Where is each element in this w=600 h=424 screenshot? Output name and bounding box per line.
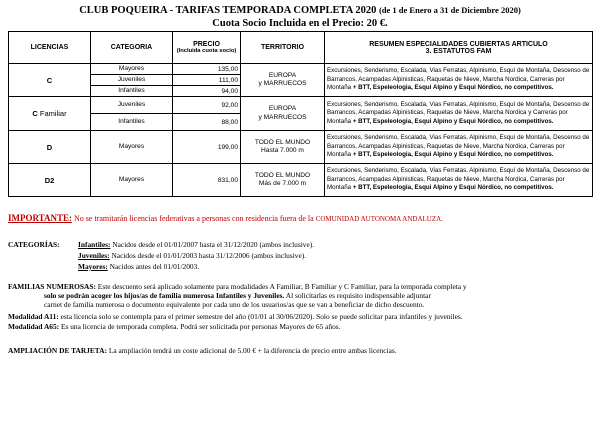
resumen-text: Excursiones, Senderismo, Escalada, Vias Ferratas, Alpinismo, Esquí de Montaña, Descenso de Barrancos, Acampadas Alpinisticas, Raquetas de Nieve, Marcha Nordica y Carreras por Montaña <box>327 100 590 125</box>
resumen-text: Excursiones, Senderismo, Escalada, Vias Ferratas, Alpinismo, Esquí de Montaña, Descenso de Barrancos, Acampadas Alpinisticas, Raquetas de Nieve, Marcha Nordica, Carreras por Montaña <box>327 167 590 192</box>
territorio-line1: EUROPA <box>268 71 297 79</box>
table-row <box>9 64 593 75</box>
territorio-line2: Hasta 7.000 m <box>261 147 304 154</box>
modalidad-a65-text: Es una licencia de temporada completa. Podrá ser solicitada por personas Mayores de 65 años. <box>59 322 341 331</box>
categoria-item-name: Juveniles: <box>78 251 110 260</box>
familias-text2: Al solicitarlas es requisito indispensable adjuntar <box>284 290 431 300</box>
importante-highlight: COMUNIDAD AUTONOMA ANDALUZA. <box>315 215 443 223</box>
territorio-cell <box>241 97 325 131</box>
header-precio-label: PRECIO <box>193 41 220 48</box>
modalidad-a65-label: Modalidad A65: <box>8 322 60 331</box>
header-resumen-line2: 3. ESTATUTOS FAM <box>425 47 492 55</box>
resumen-cell <box>325 97 593 131</box>
resumen-bold-text: + BTT, Espeleologia, Esqui Alpino y Esqui Nórdico, no competitivos. <box>351 117 554 125</box>
territorio-line1: TODO EL MUNDO <box>254 138 311 146</box>
licencia-code: C <box>32 109 38 118</box>
categoria-cell: Juveniles <box>91 75 173 86</box>
title-dates: (de 1 de Enero a 31 de Diciembre 2020) <box>378 5 521 15</box>
page-title <box>0 5 600 16</box>
header-resumen-line1: RESUMEN ESPECIALIDADES CUBIERTAS ARTICULO <box>369 40 548 48</box>
categoria-cell: Infantiles <box>91 114 173 131</box>
resumen-cell <box>325 164 593 197</box>
territorio-cell <box>241 131 325 164</box>
importante-text: No se tramitarán licencias federativas a personas con residencia fuera de la <box>72 214 316 223</box>
familias-line3: carnet de familia numerosa o documento equivalente por cada uno de los usuarios/as que se van a beneficiar de dicho descuento. <box>44 299 425 309</box>
title-main: CLUB POQUEIRA - TARIFAS TEMPORADA COMPLETA 2020 <box>79 5 377 16</box>
importante-label: IMPORTANTE: <box>8 213 73 223</box>
licencia-cell: D2 <box>9 164 91 197</box>
territorio-line2: y MARRUECOS <box>258 80 307 87</box>
categoria-item-text: Nacidos desde el 01/01/2003 hasta 31/12/2006 (ambos inclusive). <box>109 251 307 260</box>
table-row <box>9 164 593 197</box>
header-territorio: TERRITORIO <box>241 32 325 64</box>
categoria-cell: Mayores <box>91 64 173 75</box>
categoria-item-mayores <box>78 262 199 271</box>
licencia-suffix: Familiar <box>39 109 67 118</box>
precio-cell: 831,00 <box>173 164 241 197</box>
page-subtitle: Cuota Socio Incluida en el Precio: 20 €. <box>212 18 388 29</box>
resumen-cell <box>325 131 593 164</box>
modalidad-a11-text: esta licencia solo se contempla para el primer semestre del año (01/01 al 30/06/2020). Solo se puede solicitar para infantiles y juveniles. <box>58 312 463 321</box>
territorio-cell <box>241 64 325 97</box>
territorio-line2: y MARRUECOS <box>258 113 307 121</box>
categoria-item-text: Nacidos desde el 01/01/2007 hasta el 31/12/2020 (ambos inclusive). <box>110 240 315 249</box>
territorio-line1: EUROPA <box>268 105 297 112</box>
precio-cell: 111,00 <box>173 75 241 86</box>
modalidad-a65-note <box>8 323 594 332</box>
header-licencias: LICENCIAS <box>9 32 91 64</box>
modalidad-a11-note <box>8 313 594 322</box>
table-row <box>9 97 593 114</box>
header-resumen <box>325 32 593 64</box>
ampliacion-note <box>8 347 594 356</box>
familias-text2-bold: solo se podrán acoger los hijos/as de familia numerosa Infantiles y Juveniles. <box>44 290 285 300</box>
categorias-label: CATEGORÍAS: <box>8 240 60 249</box>
licencia-cell: C <box>9 64 91 97</box>
resumen-bold-text: + BTT, Espeleologia, Esqui Alpino y Esqui Nórdico, no competitivos. <box>351 151 554 159</box>
licencia-cell <box>9 97 91 131</box>
precio-cell: 135,00 <box>173 64 241 75</box>
table-row <box>9 131 593 164</box>
resumen-bold-text: + BTT, Espeleologia, Esqui Alpino y Esqui Nórdico, no competitivos. <box>351 84 554 92</box>
resumen-cell <box>325 64 593 97</box>
resumen-text: Excursiones, Senderismo, Escalada, Vias Ferratas, Alpinismo, Esquí de Montaña, Descenso de Barrancos, Acampadas Alpinisticas, Raquetas de Nieve, Marcha Nordica, Carreras por Montaña <box>327 134 590 159</box>
licencia-cell: D <box>9 131 91 164</box>
categoria-cell: Juveniles <box>91 97 173 114</box>
resumen-text: Excursiones, Senderismo, Escalada, Vias Ferratas, Alpinismo, Esquí de Montaña, Descenso de Barrancos, Acampadas Alpinisticas, Raquetas de Nieve, Marcha Nordica, Carreras por Montaña <box>327 67 590 92</box>
table-header-row <box>9 32 593 64</box>
categoria-cell: Mayores <box>91 131 173 164</box>
territorio-line1: TODO EL MUNDO <box>254 171 311 179</box>
precio-cell: 94,00 <box>173 86 241 97</box>
header-precio-note: (Incluida cuota socio) <box>176 48 237 54</box>
precio-cell: 88,00 <box>173 114 241 131</box>
categoria-item-text: Nacidos antes del 01/01/2003. <box>107 262 200 271</box>
familias-numerosas-note <box>8 283 594 309</box>
ampliacion-label: AMPLIACIÓN DE TARJETA: <box>8 346 107 355</box>
categoria-cell: Mayores <box>91 164 173 197</box>
categoria-item-name: Infantiles: <box>78 240 111 249</box>
familias-text1: Este descuento será aplicado solamente para modalidades A Familiar, B Familiar y C Familiar, para la temporada completa y <box>95 282 467 291</box>
categoria-item-juveniles <box>78 251 306 260</box>
categoria-item-name: Mayores: <box>78 262 108 271</box>
tarifas-table <box>8 31 593 197</box>
header-precio <box>173 32 241 64</box>
categoria-item-infantiles <box>78 240 314 249</box>
header-categoria: CATEGORIA <box>91 32 173 64</box>
modalidad-a11-label: Modalidad A11: <box>8 312 59 321</box>
precio-cell: 199,00 <box>173 131 241 164</box>
ampliacion-text: La ampliación tendrá un coste adicional de 5.00 € + la diferencia de precio entre ambas licencias. <box>106 346 397 355</box>
territorio-cell <box>241 164 325 197</box>
territorio-line2: Más de 7.000 m <box>258 180 307 187</box>
resumen-bold-text: + BTT, Espeleologia, Esqui Alpino y Esqui Nórdico, no competitivos. <box>351 184 554 192</box>
categoria-cell: Infantiles <box>91 86 173 97</box>
familias-label: FAMILIAS NUMEROSAS: <box>8 282 96 291</box>
importante-note <box>8 214 594 224</box>
precio-cell: 92,00 <box>173 97 241 114</box>
